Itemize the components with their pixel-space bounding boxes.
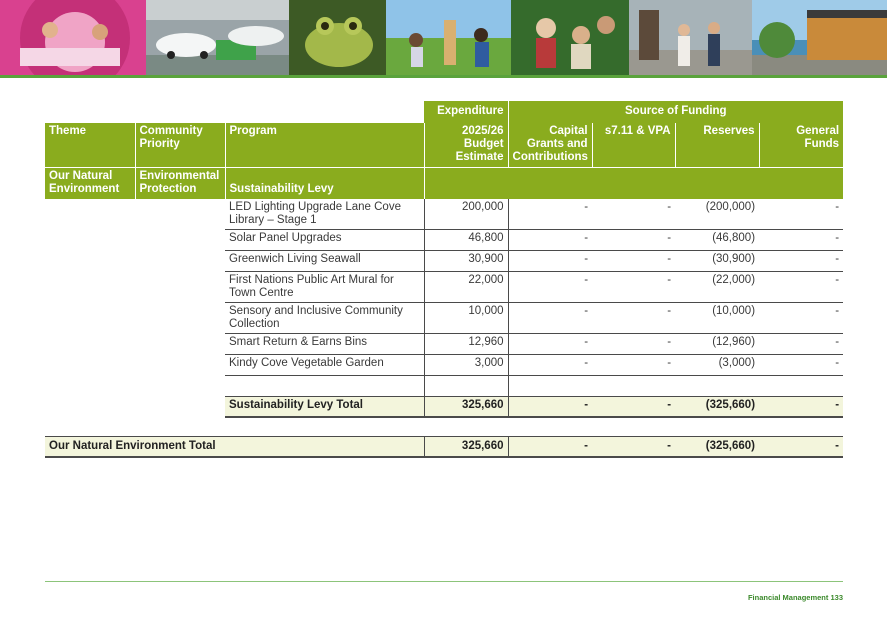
col-priority: Community Priority [135,123,225,167]
table-row [45,272,843,303]
row-general: - [759,251,843,272]
subtotal-s711: - [592,397,675,417]
row-s711: - [592,199,675,230]
row-general: - [759,230,843,251]
row-s711: - [592,303,675,334]
row-capital: - [508,230,592,251]
row-program: Smart Return & Earns Bins [225,334,424,355]
grand-total-budget: 325,660 [424,437,508,458]
empty-row [45,376,843,397]
funding-table [45,101,843,418]
row-s711: - [592,355,675,376]
table-row [45,303,843,334]
group-header-spacer [45,101,424,123]
photo-cafe-building-graphic [752,0,887,75]
grand-total-general: - [759,437,843,458]
photo-street-walk [629,0,752,75]
photo-electric-cars [146,0,290,75]
row-reserves: (22,000) [675,272,759,303]
table-row [45,334,843,355]
row-capital: - [508,355,592,376]
photo-banner [0,0,887,75]
row-reserves: (12,960) [675,334,759,355]
photo-outdoor-games [386,0,511,75]
grand-total-label: Our Natural Environment Total [45,437,424,458]
row-budget: 10,000 [424,303,508,334]
row-budget: 3,000 [424,355,508,376]
row-program: Greenwich Living Seawall [225,251,424,272]
grand-total-reserves: (325,660) [675,437,759,458]
grand-total-capital: - [508,437,592,458]
row-budget: 30,900 [424,251,508,272]
grand-total-table [45,436,843,458]
row-program: LED Lighting Upgrade Lane Cove Library – Stage 1 [225,199,424,230]
subtotal-reserves: (325,660) [675,397,759,417]
subtotal-general: - [759,397,843,417]
grand-total-s711: - [592,437,675,458]
grand-total-row [45,437,843,458]
row-budget: 22,000 [424,272,508,303]
col-general: General Funds [796,125,840,150]
section-spacer [424,167,843,199]
col-s711: s7.11 & VPA [592,123,675,167]
section-theme: Our Natural Environment [45,167,135,199]
row-s711: - [592,334,675,355]
table-row [45,251,843,272]
row-s711: - [592,251,675,272]
col-reserves: Reserves [675,123,759,167]
subtotal-capital: - [508,397,592,417]
footer-rule [45,581,843,582]
photo-library-kids [0,0,146,75]
row-reserves: (200,000) [675,199,759,230]
col-capital: Capital Grants and Contributions [508,123,592,167]
photo-family-garden [511,0,628,75]
column-header-row [45,123,843,167]
row-s711: - [592,272,675,303]
row-capital: - [508,303,592,334]
section-priority: Environmental Protection [135,167,225,199]
row-capital: - [508,272,592,303]
row-reserves: (3,000) [675,355,759,376]
row-reserves: (10,000) [675,303,759,334]
photo-frog-graphic [289,0,386,75]
subtotal-row [45,397,843,417]
row-general: - [759,355,843,376]
photo-electric-cars-graphic [146,0,290,75]
col-theme: Theme [45,123,135,167]
row-general: - [759,303,843,334]
row-program: Sensory and Inclusive Community Collection [225,303,424,334]
row-capital: - [508,334,592,355]
photo-outdoor-games-graphic [386,0,511,75]
col-program: Program [225,123,424,167]
row-general: - [759,199,843,230]
group-header-expenditure: Expenditure [424,101,508,123]
row-capital: - [508,251,592,272]
row-program: Solar Panel Upgrades [225,230,424,251]
row-s711: - [592,230,675,251]
section-header-row [45,167,843,199]
row-program: Kindy Cove Vegetable Garden [225,355,424,376]
row-budget: 12,960 [424,334,508,355]
page-footer: Financial Management 133 [747,593,843,602]
row-general: - [759,272,843,303]
photo-family-garden-graphic [511,0,628,75]
section-program: Sustainability Levy [225,167,424,199]
row-budget: 200,000 [424,199,508,230]
photo-cafe-building [752,0,887,75]
banner-rule [0,75,887,78]
photo-library-kids-graphic [0,0,146,75]
row-capital: - [508,199,592,230]
table-row [45,355,843,376]
row-reserves: (46,800) [675,230,759,251]
subtotal-budget: 325,660 [424,397,508,417]
group-header-funding: Source of Funding [508,101,843,123]
table-row [45,199,843,230]
photo-frog [289,0,386,75]
photo-street-walk-graphic [629,0,752,75]
subtotal-label: Sustainability Levy Total [225,397,424,417]
row-reserves: (30,900) [675,251,759,272]
group-header-row [45,101,843,123]
row-program: First Nations Public Art Mural for Town Centre [225,272,424,303]
table-row [45,230,843,251]
row-budget: 46,800 [424,230,508,251]
col-budget: 2025/26 Budget Estimate [424,123,508,167]
row-general: - [759,334,843,355]
